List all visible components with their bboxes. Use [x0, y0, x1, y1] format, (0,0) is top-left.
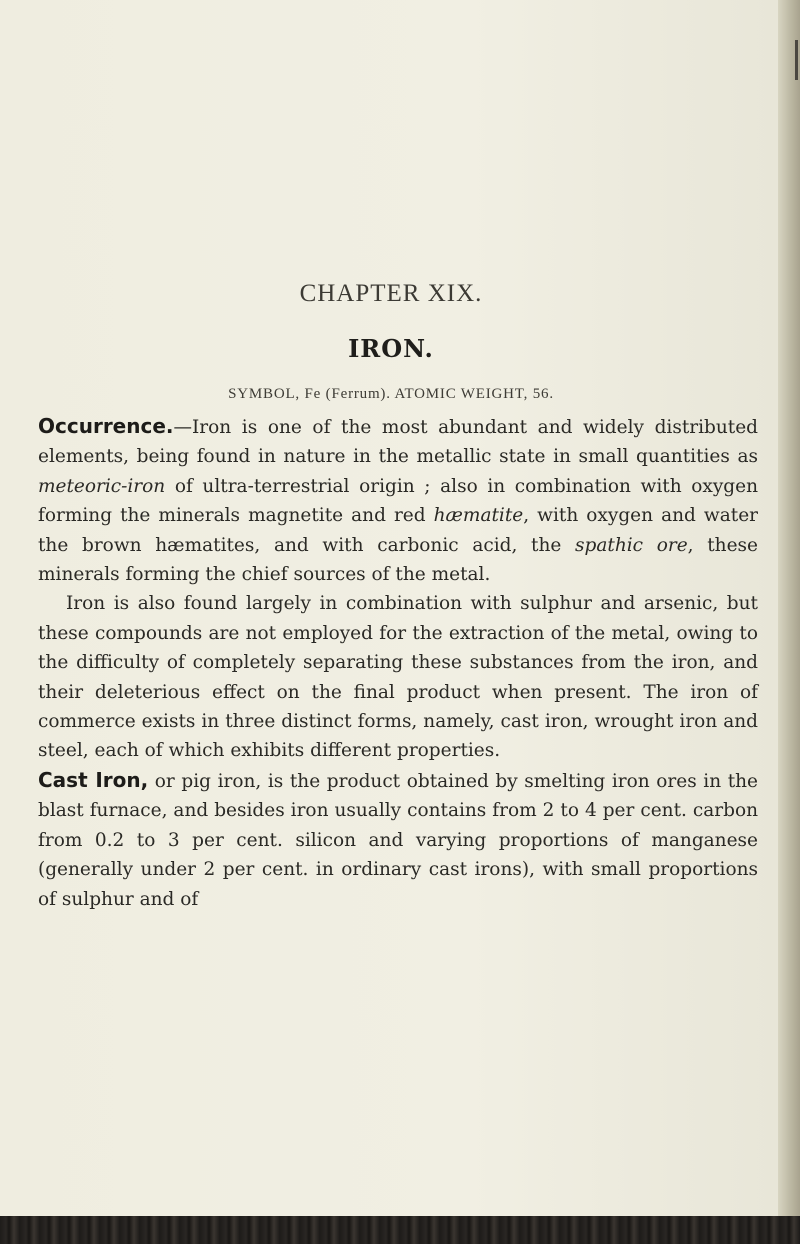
occurrence-heading: Occurrence.	[38, 414, 174, 438]
occurrence-text-4: , these minerals forming the chief sources of the metal.	[38, 534, 758, 586]
occurrence-text-2: of ultra-terrestrial origin ; also in combination with oxygen forming the minerals magnetite and red	[38, 475, 758, 527]
body-text	[38, 412, 758, 914]
cast-iron-text: or pig iron, is the product obtained by smelting iron ores in the blast furnace, and besides iron usually contains from 2 to 4 per cent. carbon from 0.2 to 3 per cent. silicon and varying proportions of manganese (generally under 2 per cent. in ordinary cast irons), with small proportions of sulphur and of	[38, 770, 759, 910]
page-edge-shadow	[778, 0, 800, 1244]
spathic-ore-term: spathic ore	[575, 534, 688, 556]
paragraph-occurrence	[38, 412, 758, 589]
occurrence-text-3: , with oxygen and water the brown hæmatites, and with carbonic acid, the	[38, 505, 758, 556]
occurrence-text-1: —Iron is one of the most abundant and widely distributed elements, being found in nature in the metallic state in small quantities as	[38, 417, 758, 468]
page-edge-mark	[795, 40, 798, 80]
haematite-term: hæmatite	[433, 505, 524, 527]
scan-bottom-edge	[0, 1216, 800, 1244]
paragraph-iron-compounds: Iron is also found largely in combination with sulphur and arsenic, but these compounds are not employed for the extraction of the metal, owing to the difficulty of completely separating these substances from the iron, and their deleterious effect on the final product when present. The iron of commerce exists in three distinct forms, namely, cast iron, wrought iron and steel, each of which exhibits different properties.	[38, 593, 758, 762]
paragraph-cast-iron	[38, 766, 758, 914]
chapter-title: IRON.	[348, 334, 434, 363]
chapter-heading: CHAPTER XIX.	[299, 280, 483, 307]
symbol-atomic-weight-line: SYMBOL, Fe (Ferrum). ATOMIC WEIGHT, 56.	[228, 386, 554, 402]
cast-iron-heading: Cast Iron,	[38, 767, 149, 792]
meteoric-iron-term: meteoric-iron	[38, 475, 166, 497]
